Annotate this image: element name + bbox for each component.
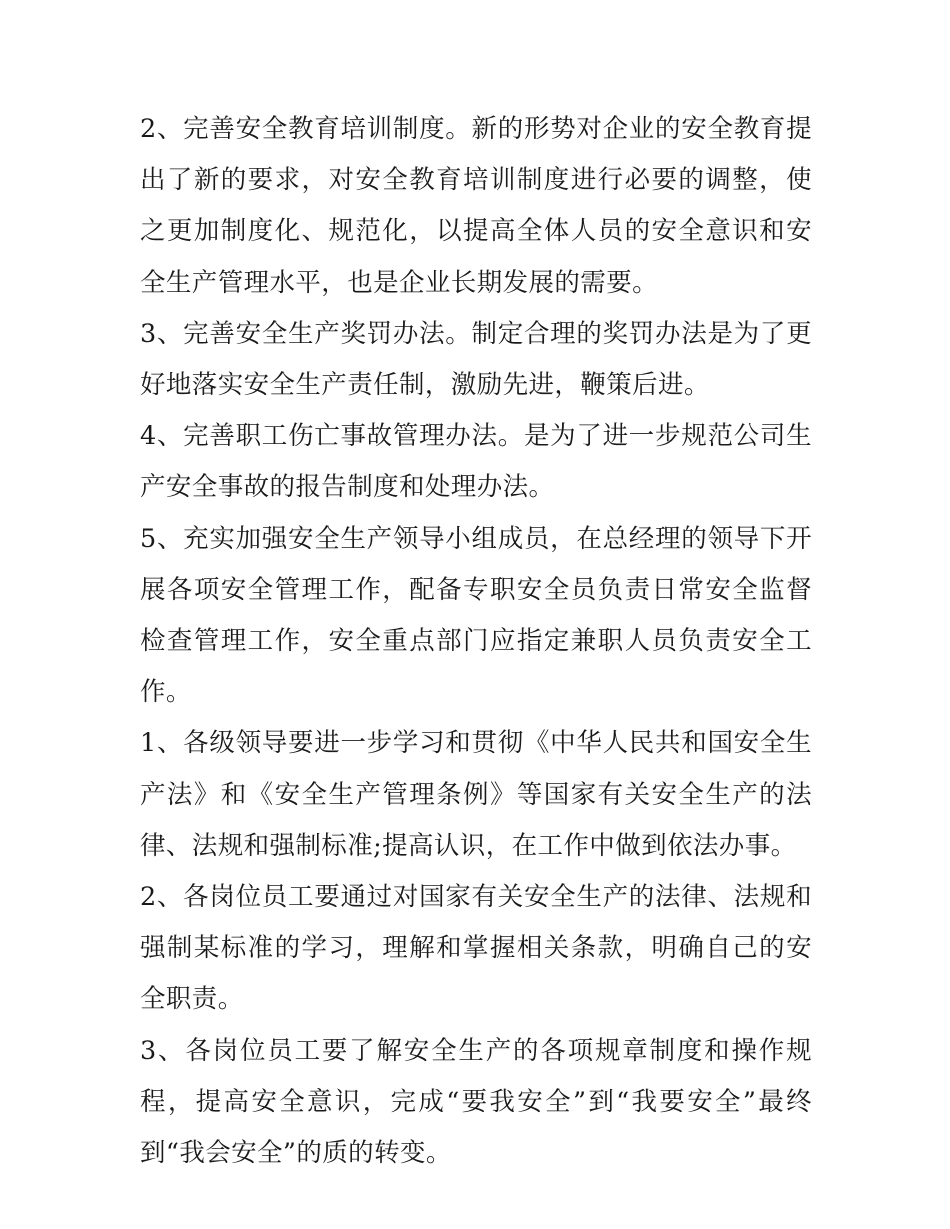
paragraph-6: 2、各岗位员工要通过对国家有关安全生产的法律、法规和强制某标准的学习，理解和掌握相关条款，明确自己的安全职责。 xyxy=(140,882,812,1015)
paragraph-3: 4、完善职工伤亡事故管理办法。是为了进一步规范公司生产安全事故的报告制度和处理办法。 xyxy=(140,421,812,503)
paragraph-5: 1、各级领导要进一步学习和贯彻《中华人民共和国安全生产法》和《安全生产管理条例》等国家有关安全生产的法律、法规和强制标准;提高认识，在工作中做到依法办事。 xyxy=(140,728,812,861)
paragraph-7: 3、各岗位员工要了解安全生产的各项规章制度和操作规程，提高安全意识，完成“要我安全”到“我要安全”最终到“我会安全”的质的转变。 xyxy=(140,1035,812,1169)
document-body xyxy=(140,104,812,1179)
paragraph-2: 3、完善安全生产奖罚办法。制定合理的奖罚办法是为了更好地落实安全生产责任制，激励先进，鞭策后进。 xyxy=(140,318,812,401)
paragraph-4: 5、充实加强安全生产领导小组成员，在总经理的领导下开展各项安全管理工作，配备专职安全员负责日常安全监督检查管理工作，安全重点部门应指定兼职人员负责安全工作。 xyxy=(140,523,812,708)
paragraph-1: 2、完善安全教育培训制度。新的形势对企业的安全教育提出了新的要求，对安全教育培训制度进行必要的调整，使之更加制度化、规范化，以提高全体人员的安全意识和安全生产管理水平，也是企业长期发展的需要。 xyxy=(140,114,812,298)
